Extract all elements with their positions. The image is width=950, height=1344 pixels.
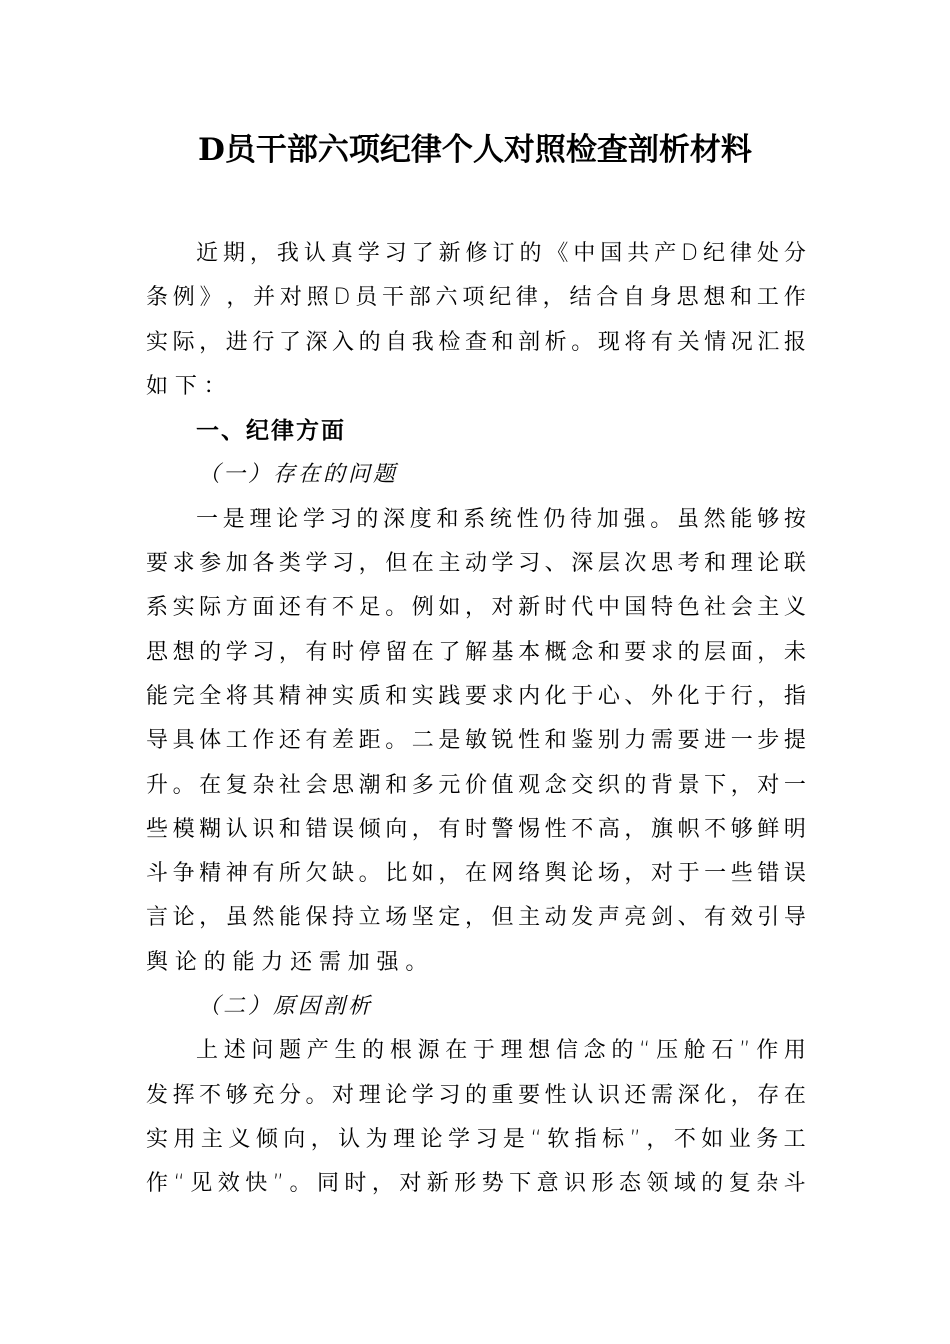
problems-paragraph (146, 498, 806, 985)
paragraph-line: 系 实 际 方 面 还 有 不 足 。 例 如 ， 对 新 时 代 中 国 特 色 社 会 主 义 (146, 595, 806, 621)
paragraph-line: 舆 论 的 能 力 还 需 加 强 。 (146, 949, 435, 975)
paragraph-line: 近 期 ， 我 认 真 学 习 了 新 修 订 的 《 中 国 共 产 D 纪 律 处 分 (196, 241, 806, 266)
subsection-heading: （二）原因剖析 (198, 994, 374, 1020)
paragraph-line: 作 “ 见 效 快 ” 。 同 时 ， 对 新 形 势 下 意 识 形 态 领 域 的 复 杂 斗 (146, 1171, 806, 1197)
paragraph-line: 条 例 》 ， 并 对 照 D 员 干 部 六 项 纪 律 ， 结 合 自 身 思 想 和 工 作 (146, 285, 806, 311)
paragraph-line: 实 际 ， 进 行 了 深 入 的 自 我 检 查 和 剖 析 。 现 将 有 关 情 况 汇 报 (146, 329, 806, 355)
paragraph-line: 一 是 理 论 学 习 的 深 度 和 系 统 性 仍 待 加 强 。 虽 然 能 够 按 (196, 506, 806, 532)
paragraph-line: 能 完 全 将 其 精 神 实 质 和 实 践 要 求 内 化 于 心 、 外 化 于 行 ， 指 (146, 683, 806, 709)
paragraph-line: 言 论 ， 虽 然 能 保 持 立 场 坚 定 ， 但 主 动 发 声 亮 剑 、 有 效 引 导 (146, 905, 806, 931)
paragraph-line: 些 模 糊 认 识 和 错 误 倾 向 ， 有 时 警 惕 性 不 高 ， 旗 帜 不 够 鲜 明 (146, 816, 806, 842)
document-title: D员干部六项纪律个人对照检查剖析材料 (198, 132, 752, 168)
paragraph-line: 发 挥 不 够 充 分 。 对 理 论 学 习 的 重 要 性 认 识 还 需 深 化 ， 存 在 (146, 1082, 806, 1108)
cause-analysis-paragraph (146, 1029, 806, 1206)
subsection-heading: （一）存在的问题 (198, 462, 399, 488)
paragraph-line: 实 用 主 义 倾 向 ， 认 为 理 论 学 习 是 “ 软 指 标 ” ， 不 如 业 务 工 (146, 1126, 806, 1152)
paragraph-line: 上 述 问 题 产 生 的 根 源 在 于 理 想 信 念 的 “ 压 舱 石 ” 作 用 (196, 1038, 806, 1064)
intro-paragraph (146, 232, 806, 409)
paragraph-line: 导 具 体 工 作 还 有 差 距 。 二 是 敏 锐 性 和 鉴 别 力 需 要 进 一 步 提 (146, 728, 806, 754)
paragraph-line: 要 求 参 加 各 类 学 习 ， 但 在 主 动 学 习 、 深 层 次 思 考 和 理 论 联 (146, 551, 806, 577)
section-heading: 一、纪律方面 (196, 418, 346, 445)
paragraph-line: 如 下 ： (146, 373, 233, 399)
document-body (146, 232, 806, 1207)
paragraph-line: 斗 争 精 神 有 所 欠 缺 。 比 如 ， 在 网 络 舆 论 场 ， 对 于 一 些 错 误 (146, 861, 806, 887)
paragraph-line: 思 想 的 学 习 ， 有 时 停 留 在 了 解 基 本 概 念 和 要 求 的 层 面 ， 未 (146, 639, 806, 665)
paragraph-line: 升 。 在 复 杂 社 会 思 潮 和 多 元 价 值 观 念 交 织 的 背 景 下 ， 对 一 (146, 772, 806, 798)
